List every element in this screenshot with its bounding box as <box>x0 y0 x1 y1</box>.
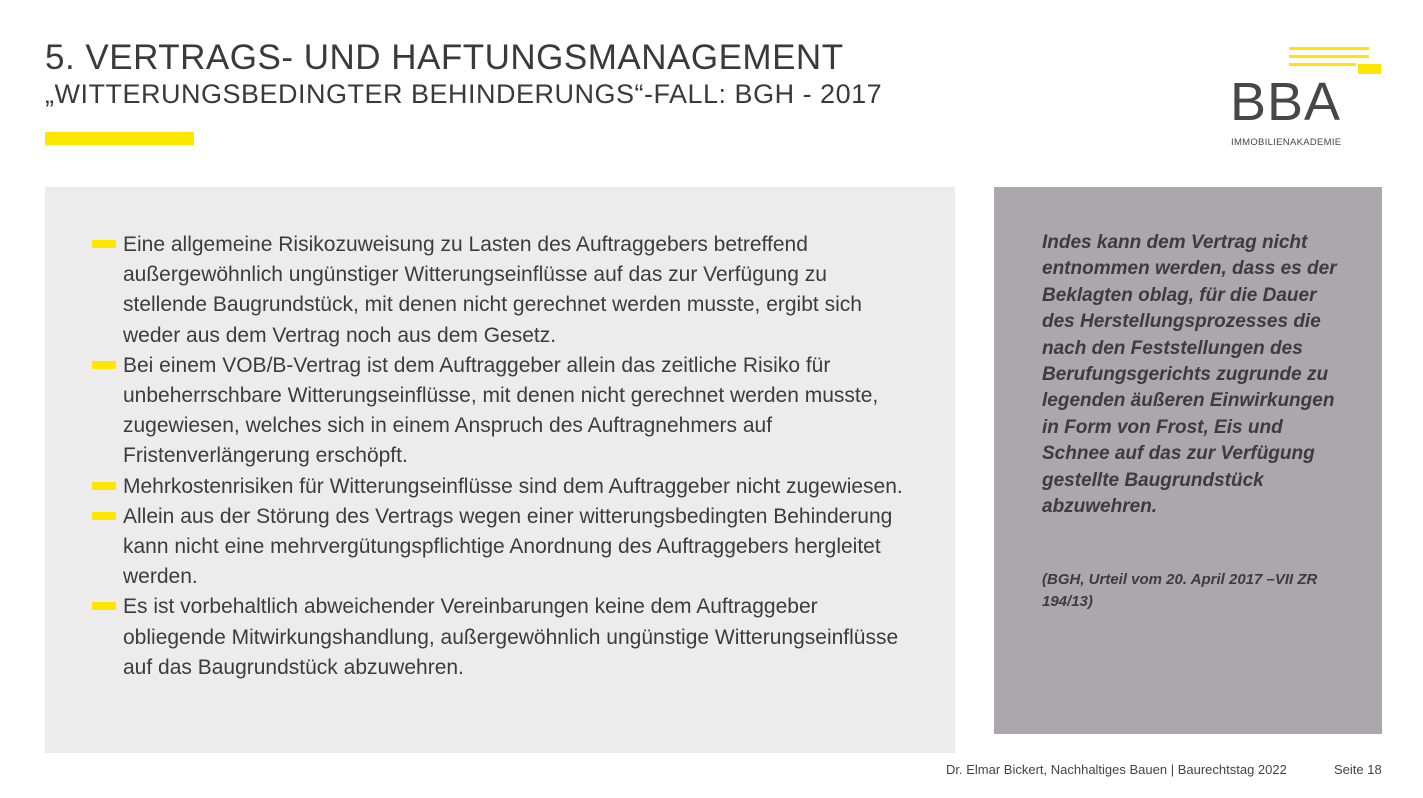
slide-title: 5. VERTRAGS- UND HAFTUNGSMANAGEMENT <box>45 38 844 77</box>
quote-box <box>994 187 1382 734</box>
bullet-marker-icon <box>92 240 116 248</box>
slide-subtitle: „WITTERUNGSBEDINGTER BEHINDERUNGS“-FALL: BGH - 2017 <box>45 79 883 109</box>
bullet-text: Bei einem VOB/B-Vertrag ist dem Auftraggeber allein das zeitliche Risiko für unbeherrschbare Witterungseinflüsse, mit denen nicht gerechnet werden musste, zugewiesen, welches sich in einem Anspruch des Auftragnehmers auf Fristenverlängerung erschöpft. <box>123 353 879 468</box>
footer-text: Dr. Elmar Bickert, Nachhaltiges Bauen | Baurechtstag 2022 <box>946 762 1287 777</box>
bullet-item <box>92 472 912 502</box>
logo-subtext: IMMOBILIENAKADEMIE <box>1231 137 1342 148</box>
bba-logo <box>1228 44 1384 154</box>
bullet-item <box>92 502 912 593</box>
bullet-marker-icon <box>92 602 116 610</box>
bullet-marker-icon <box>92 512 116 520</box>
bullet-text: Mehrkostenrisiken für Witterungseinflüsse sind dem Auftraggeber nicht zugewiesen. <box>123 474 903 498</box>
quote-citation: (BGH, Urteil vom 20. April 2017 –VII ZR 194/13) <box>1042 571 1318 610</box>
logo-text: BBA <box>1230 72 1342 132</box>
bullet-marker-icon <box>92 361 116 369</box>
bullet-marker-icon <box>92 482 116 490</box>
title-accent-bar <box>45 132 194 145</box>
bullet-text: Allein aus der Störung des Vertrags wegen einer witterungsbedingten Behinderung kann nicht eine mehrvergütungspflichtige Anordnung des Auftraggebers hergleitet werden. <box>123 504 893 589</box>
bullet-item <box>92 230 912 351</box>
quote-text: Indes kann dem Vertrag nicht entnommen werden, dass es der Beklagten oblag, für die Dauer des Herstellungsprozesses die nach den Feststellungen des Berufungsgerichts zugrunde zu legenden äußeren Einwirkungen in Form von Frost, Eis und Schnee auf das zur Verfügung gestellte Baugrundstück abzuwehren. <box>1042 232 1337 518</box>
bullet-item <box>92 351 912 472</box>
main-content-box <box>45 187 955 753</box>
bullet-list <box>92 230 912 683</box>
bullet-text: Es ist vorbehaltlich abweichender Vereinbarungen keine dem Auftraggeber obliegende Mitwirkungshandlung, außergewöhnlich ungünstige Witterungseinflüsse auf das Baugrundstück abzuwehren. <box>123 595 899 679</box>
bullet-item <box>92 592 912 683</box>
page-number: Seite 18 <box>1334 762 1382 777</box>
bullet-text: Eine allgemeine Risikozuweisung zu Lasten des Auftraggebers betreffend außergewöhnlich ungünstiger Witterungseinflüsse auf das zur Verfügung zu stellende Baugrundstück, mit denen nicht gerechnet werden musste, ergibt sich weder aus dem Vertrag noch aus dem Gesetz. <box>123 233 862 347</box>
